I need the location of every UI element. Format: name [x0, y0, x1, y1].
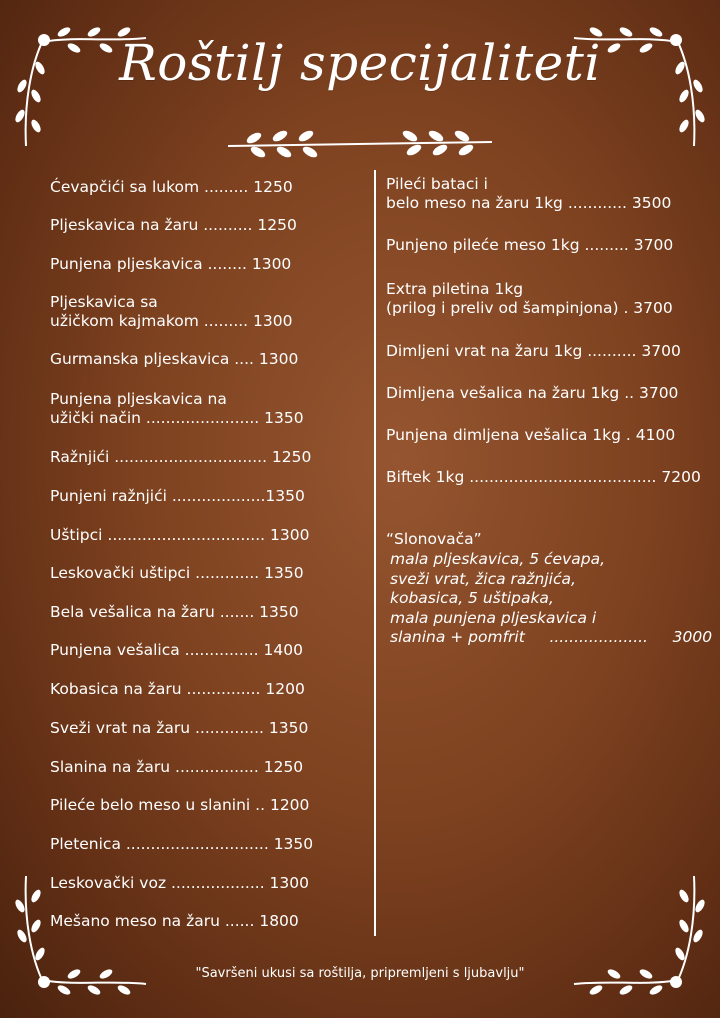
corner-ornament-bottom-right	[566, 866, 706, 1006]
menu-item: Biftek 1kg ...................................... 7200	[386, 468, 701, 486]
menu-item: Punjena pljeskavica na užički način ....................... 1350	[50, 390, 304, 427]
menu-item: Pletenica ............................. 1350	[50, 835, 314, 853]
menu-item: Ražnjići ............................... 1250	[50, 448, 312, 466]
menu-title: Roštilj specijaliteti	[119, 34, 601, 92]
menu-item: Bela vešalica na žaru ....... 1350	[50, 603, 299, 621]
menu-item: Gurmanska pljeskavica .... 1300	[50, 350, 299, 368]
slonovaca-title: “Slonovača”	[386, 530, 482, 548]
menu-item: Dimljeni vrat na žaru 1kg .......... 3700	[386, 342, 681, 360]
menu-item: Punjena pljeskavica ........ 1300	[50, 255, 292, 273]
menu-item: Pileći bataci i belo meso na žaru 1kg ............ 3500	[386, 175, 672, 212]
leaf-divider-ornament	[218, 122, 502, 162]
column-divider	[374, 170, 376, 936]
menu-item: Punjena dimljena vešalica 1kg . 4100	[386, 426, 676, 444]
menu-item: Slanina na žaru ................. 1250	[50, 758, 304, 776]
menu-item: Sveži vrat na žaru .............. 1350	[50, 719, 309, 737]
footer-tagline: "Savršeni ukusi sa roštilja, pripremljeni s ljubavlju"	[195, 966, 525, 981]
menu-item: Mešano meso na žaru ...... 1800	[50, 912, 299, 930]
menu-item: Leskovački voz ................... 1300	[50, 874, 309, 892]
menu-item: Extra piletina 1kg (prilog i preliv od šampinjona) . 3700	[386, 280, 673, 317]
menu-item: Pljeskavica sa užičkom kajmakom ......... 1300	[50, 293, 293, 330]
menu-item: Punjeni ražnjići ...................1350	[50, 487, 305, 505]
menu-item: Pileće belo meso u slanini .. 1200	[50, 796, 310, 814]
menu-item: Punjeno pileće meso 1kg ......... 3700	[386, 236, 674, 254]
menu-item: Ćevapčići sa lukom ......... 1250	[50, 178, 293, 196]
menu-item: Punjena vešalica ............... 1400	[50, 641, 303, 659]
menu-item: Kobasica na žaru ............... 1200	[50, 680, 305, 698]
menu-item: Dimljena vešalica na žaru 1kg .. 3700	[386, 384, 679, 402]
menu-item: Leskovački uštipci ............. 1350	[50, 564, 304, 582]
menu-item: Uštipci ................................ 1300	[50, 526, 310, 544]
slonovaca-description: mala pljeskavica, 5 ćevapa, sveži vrat, žica ražnjića, kobasica, 5 uštipaka, mala punjena pljeskavica i slanina + pomfrit .................... 3000	[390, 550, 713, 646]
menu-item: Pljeskavica na žaru .......... 1250	[50, 216, 297, 234]
